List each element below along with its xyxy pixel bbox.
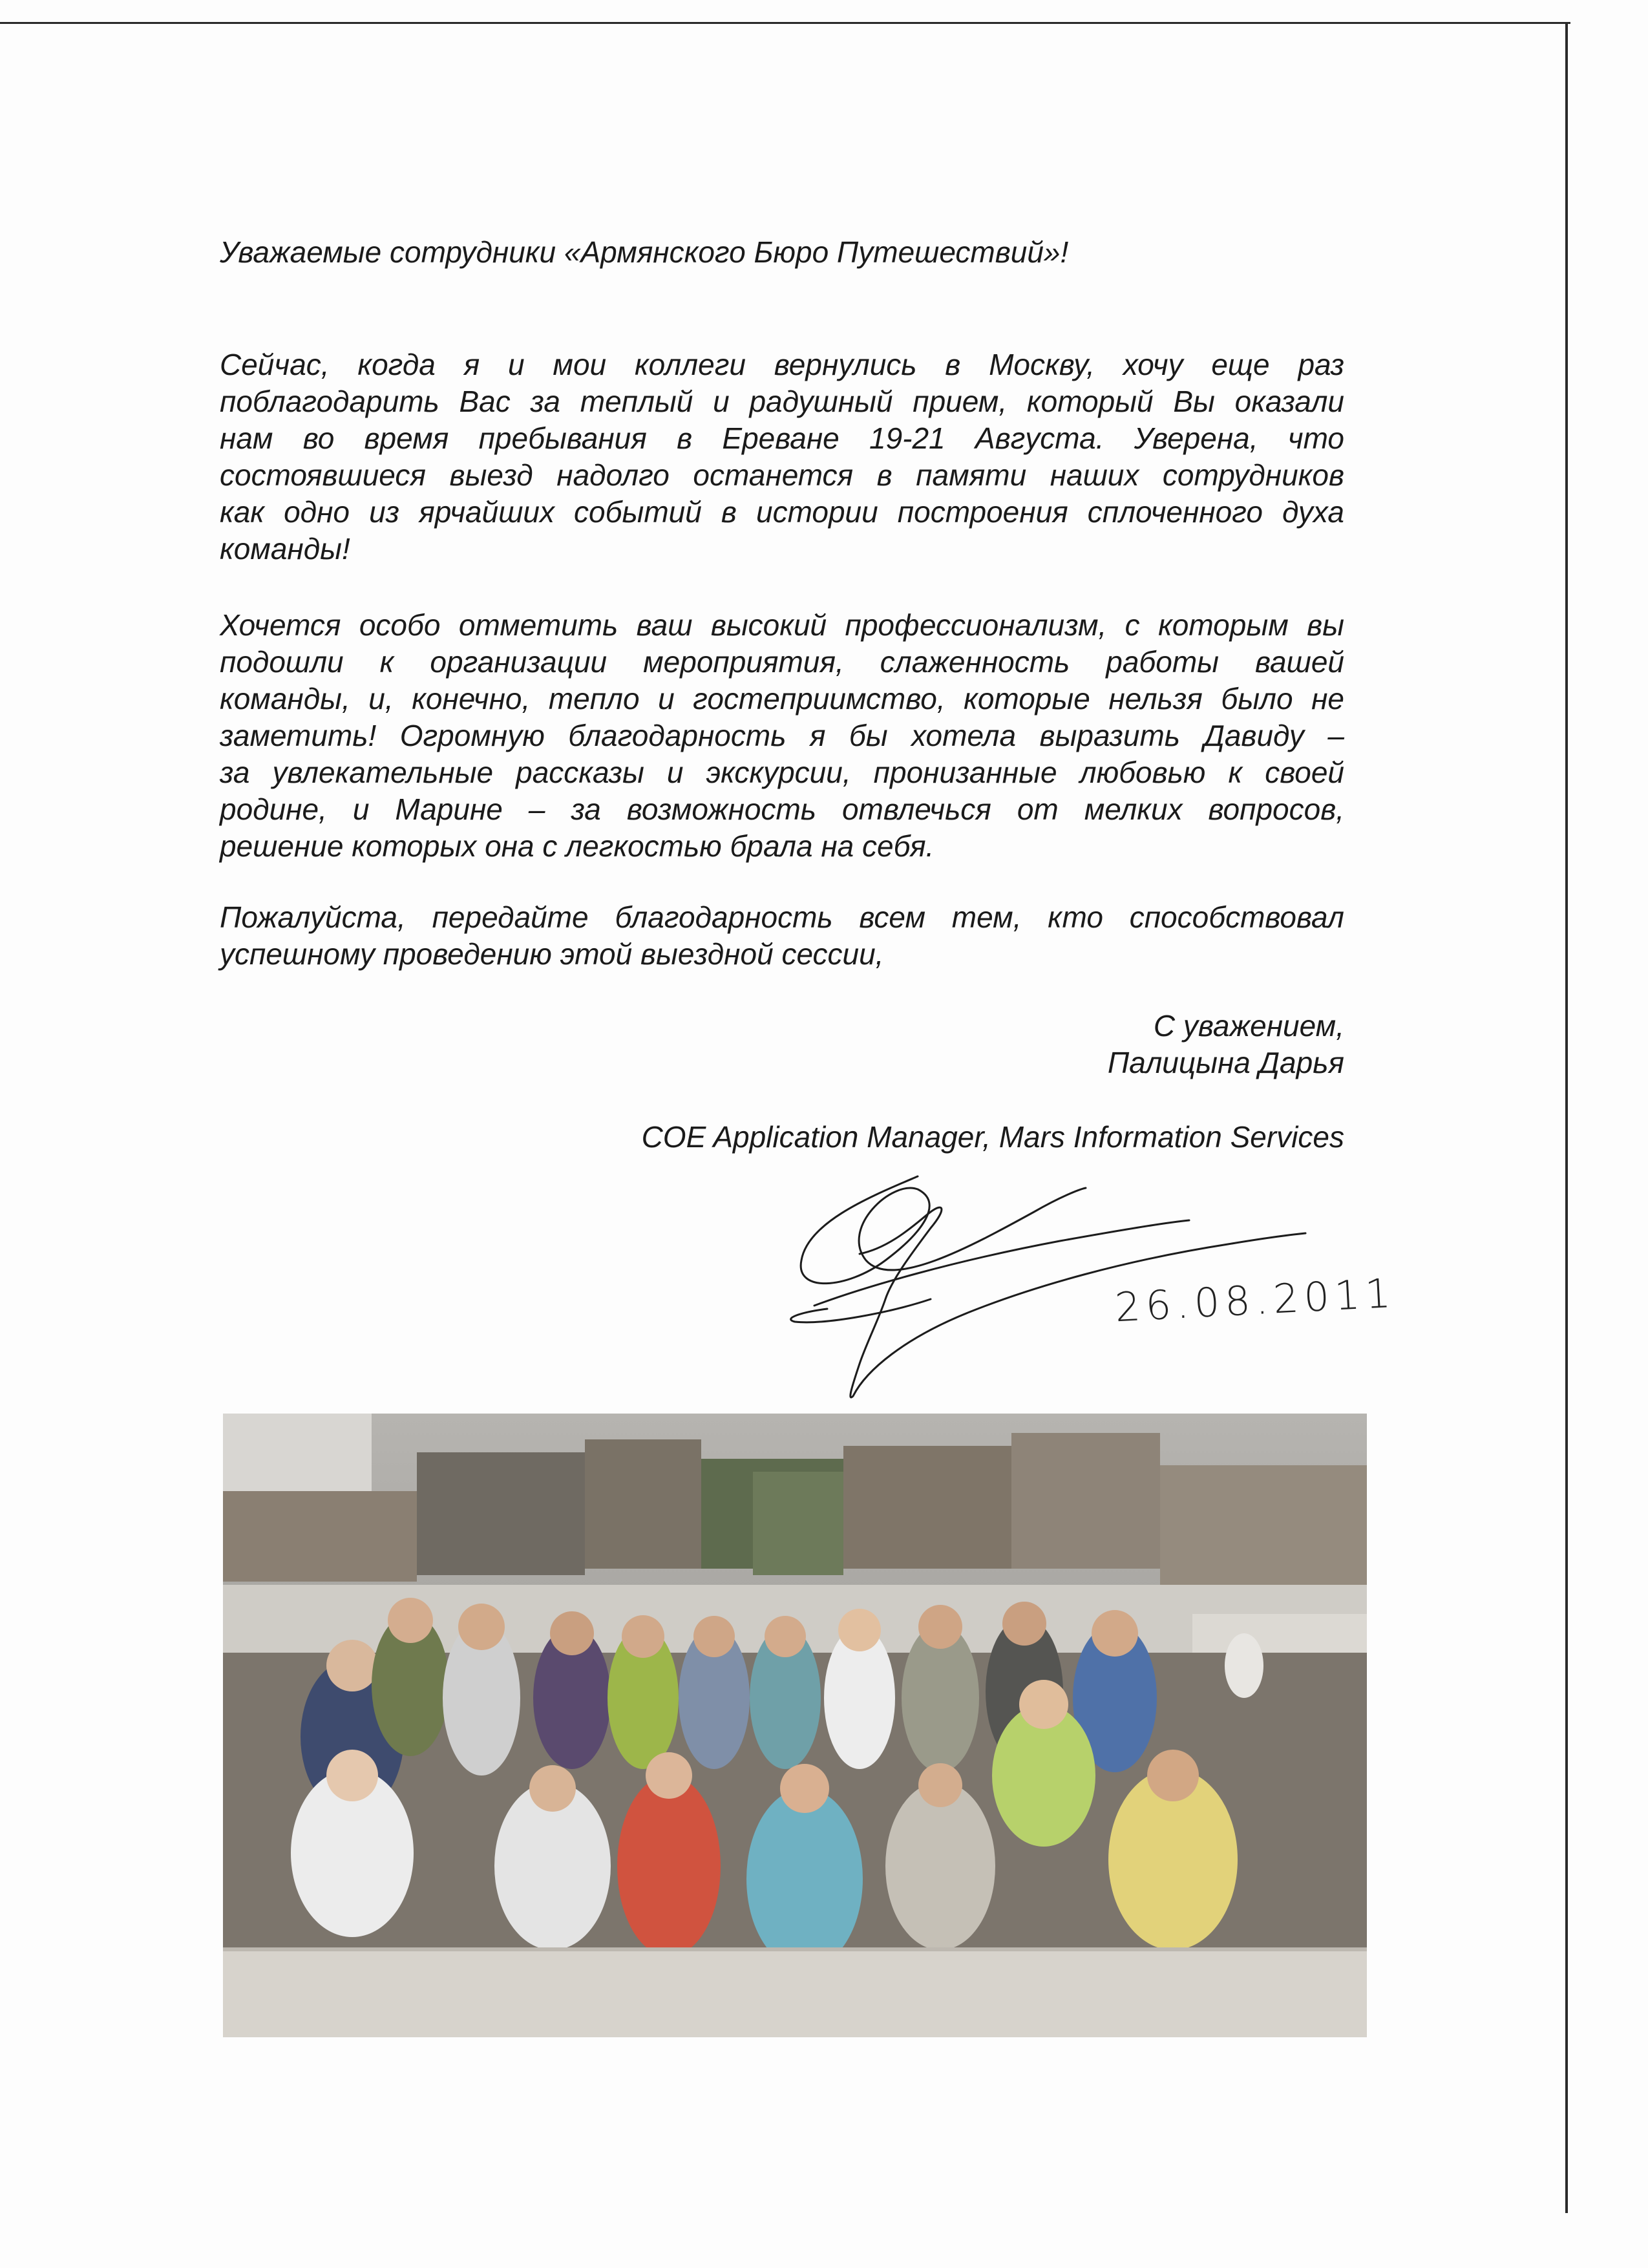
closing-regards: С уважением, (1153, 1009, 1344, 1043)
paragraph-line: родине, и Марине – за возможность отвлечься от мелких вопросов, (220, 792, 1344, 826)
paragraph-2 (220, 607, 1344, 865)
scan-border-right (1565, 22, 1568, 2213)
paragraph-line: заметить! Огромную благодарность я бы хотела выразить Давиду – (220, 719, 1344, 752)
paragraph-line: команды! (220, 532, 350, 566)
signature-date: 26.08.2011 (1114, 1269, 1397, 1331)
paragraph-line: поблагодарить Вас за теплый и радушный прием, который Вы оказали (220, 385, 1344, 418)
paragraph-line: команды, и, конечно, тепло и гостеприимство, которые нельзя было не (220, 682, 1344, 715)
group-photo (223, 1414, 1367, 2037)
paragraph-line: Хочется особо отметить ваш высокий профессионализм, с которым вы (220, 608, 1344, 642)
letter-greeting: Уважаемые сотрудники «Армянского Бюро Путешествий»! (220, 235, 1069, 269)
paragraph-line: за увлекательные рассказы и экскурсии, пронизанные любовью к своей (220, 756, 1344, 789)
paragraph-3 (220, 899, 1344, 973)
paragraph-line: как одно из ярчайших событий в истории построения сплоченного духа (220, 495, 1344, 529)
paragraph-line: состоявшиеся выезд надолго останется в памяти наших сотрудников (220, 458, 1344, 492)
sender-name: Палицына Дарья (1107, 1046, 1344, 1079)
paragraph-line: Пожалуйста, передайте благодарность всем тем, кто способствовал (220, 900, 1344, 934)
paragraph-1 (220, 346, 1344, 567)
scan-border-top (0, 22, 1570, 24)
sender-position-text: COE Application Manager, Mars Information Services (641, 1120, 1344, 1154)
paragraph-line: решение которых она с легкостью брала на себя. (220, 829, 935, 863)
paragraph-line: успешному проведению этой выездной сессии, (220, 937, 884, 971)
paragraph-line: подошли к организации мероприятия, слаженность работы вашей (220, 645, 1344, 679)
paragraph-line: нам во время пребывания в Ереване 19-21 Августа. Уверена, что (220, 421, 1344, 455)
paragraph-line: Сейчас, когда я и мои коллеги вернулись в Москву, хочу еще раз (220, 348, 1344, 381)
